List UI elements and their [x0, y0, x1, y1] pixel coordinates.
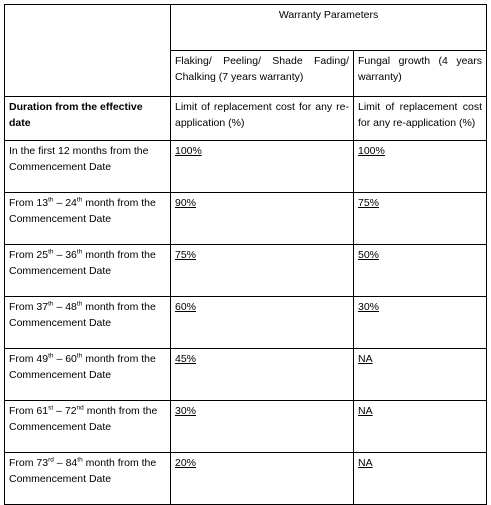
flaking-value-cell	[171, 141, 354, 193]
fungal-value: 75%	[358, 197, 380, 209]
duration-column-title: Duration from the effective date	[5, 97, 171, 141]
table-row	[5, 141, 487, 193]
flaking-column-title: Flaking/ Peeling/ Shade Fading/ Chalking (7 years warranty)	[171, 51, 354, 97]
table-row	[5, 245, 487, 297]
fungal-value: 100%	[358, 145, 385, 157]
fungal-value-cell	[354, 297, 487, 349]
fungal-value-cell	[354, 349, 487, 401]
table-row	[5, 401, 487, 453]
flaking-value: 75%	[175, 249, 197, 261]
flaking-value-cell	[171, 401, 354, 453]
flaking-value-cell	[171, 453, 354, 505]
flaking-value-cell	[171, 349, 354, 401]
flaking-value: 100%	[175, 145, 202, 157]
header-row-group	[5, 5, 487, 51]
duration-cell: In the first 12 months from the Commencement Date	[5, 141, 171, 193]
fungal-column-title: Fungal growth (4 years warranty)	[354, 51, 487, 97]
table-row	[5, 297, 487, 349]
table-row	[5, 193, 487, 245]
fungal-value: NA	[358, 405, 373, 417]
fungal-value: NA	[358, 457, 373, 469]
flaking-value-cell	[171, 245, 354, 297]
table-row	[5, 349, 487, 401]
fungal-value: NA	[358, 353, 373, 365]
fungal-value: 30%	[358, 301, 380, 313]
fungal-value: 50%	[358, 249, 380, 261]
duration-cell: From 25th – 36th month from the Commencement Date	[5, 245, 171, 297]
flaking-limit-title: Limit of replacement cost for any re-application (%)	[171, 97, 354, 141]
fungal-value-cell	[354, 453, 487, 505]
duration-cell: From 73rd – 84th month from the Commencement Date	[5, 453, 171, 505]
flaking-value: 45%	[175, 353, 197, 365]
flaking-value-cell	[171, 193, 354, 245]
warranty-parameters-title: Warranty Parameters	[171, 5, 487, 51]
flaking-value: 90%	[175, 197, 197, 209]
table-row	[5, 453, 487, 505]
flaking-value: 30%	[175, 405, 197, 417]
header-empty-cell	[5, 5, 171, 97]
fungal-value-cell	[354, 401, 487, 453]
duration-cell: From 37th – 48th month from the Commencement Date	[5, 297, 171, 349]
flaking-value: 20%	[175, 457, 197, 469]
flaking-value-cell	[171, 297, 354, 349]
flaking-value: 60%	[175, 301, 197, 313]
fungal-value-cell	[354, 193, 487, 245]
duration-cell: From 13th – 24th month from the Commencement Date	[5, 193, 171, 245]
fungal-value-cell	[354, 141, 487, 193]
fungal-value-cell	[354, 245, 487, 297]
header-row-limits	[5, 97, 487, 141]
duration-cell: From 61st – 72nd month from the Commencement Date	[5, 401, 171, 453]
duration-cell: From 49th – 60th month from the Commencement Date	[5, 349, 171, 401]
warranty-table	[4, 4, 487, 505]
fungal-limit-title: Limit of replacement cost for any re-application (%)	[354, 97, 487, 141]
